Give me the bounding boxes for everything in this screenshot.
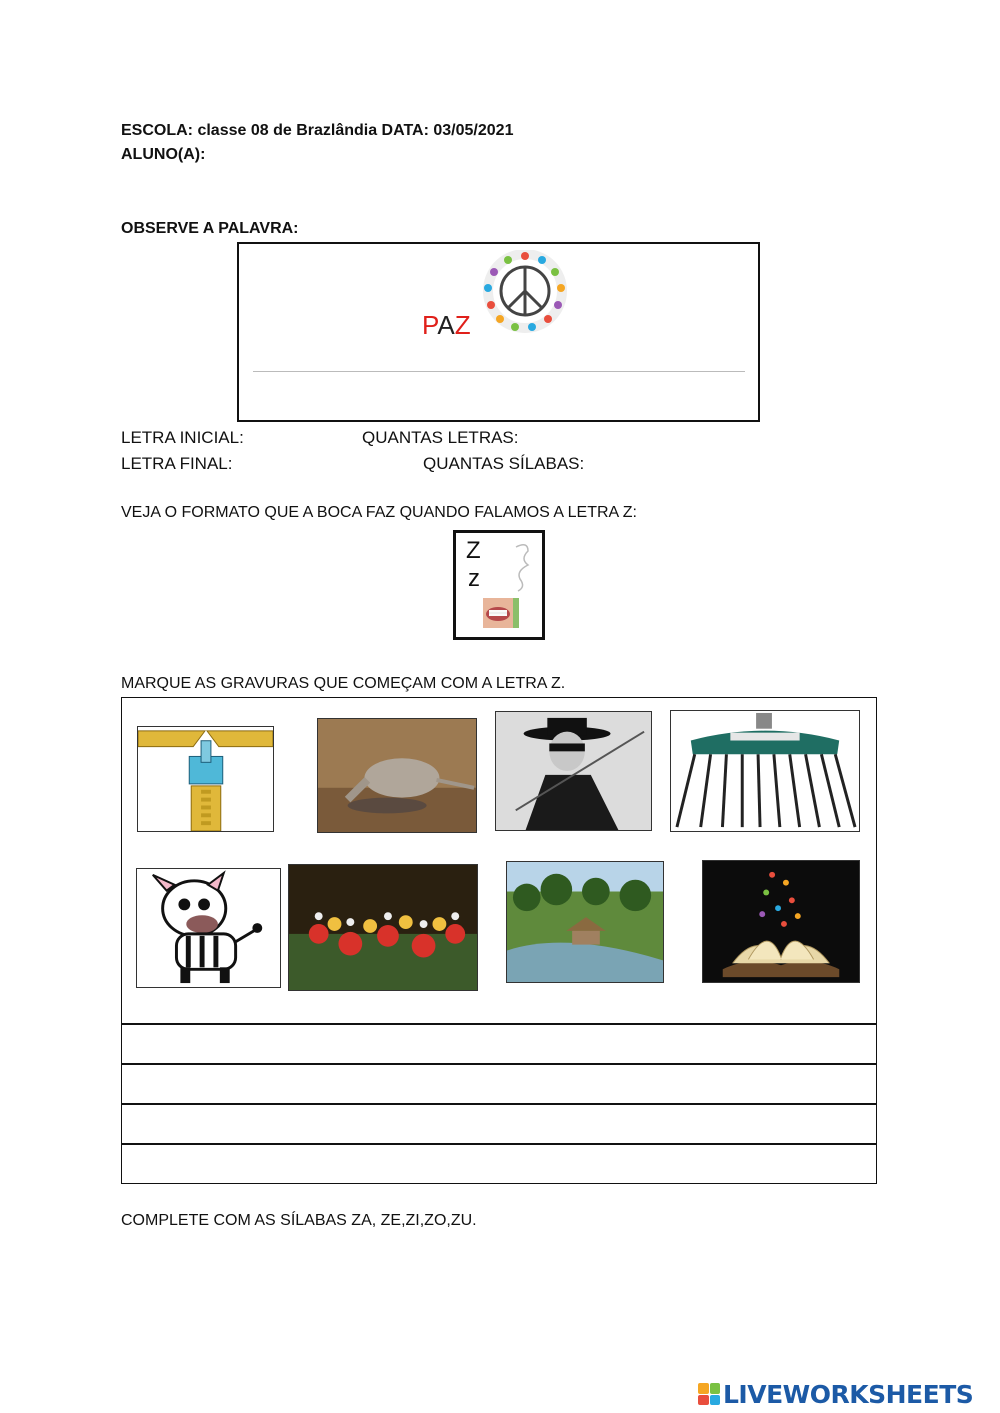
complete-instruction: COMPLETE COM AS SÍLABAS ZA, ZE,ZI,ZO,ZU. <box>121 1212 477 1229</box>
mark-instruction: MARQUE AS GRAVURAS QUE COMEÇAM COM A LETRA Z. <box>121 675 566 692</box>
lower-z: z <box>468 565 480 592</box>
final-letter-label: LETRA FINAL: <box>121 454 233 473</box>
zorro-picture[interactable] <box>495 711 652 831</box>
table-row-divider <box>122 1023 876 1025</box>
table-row-divider <box>122 1143 876 1145</box>
mouth-card <box>453 530 545 640</box>
peace-symbol-icon <box>482 250 568 336</box>
writing-line <box>253 371 745 372</box>
word-box <box>237 242 760 422</box>
zipper-picture[interactable] <box>137 726 274 832</box>
word-letter-last: Z <box>454 310 471 340</box>
liveworksheets-logo-icon <box>698 1383 720 1405</box>
word-letter-first: P <box>422 310 438 340</box>
syllables-count-label: QUANTAS SÍLABAS: <box>423 454 585 473</box>
armadillo-picture[interactable] <box>317 718 477 833</box>
book-picture[interactable] <box>702 860 860 983</box>
festival-dance-picture[interactable] <box>288 864 478 991</box>
letters-count-label: QUANTAS LETRAS: <box>362 428 519 447</box>
pictures-table <box>121 697 877 1184</box>
table-row-divider <box>122 1103 876 1105</box>
liveworksheets-logo <box>698 1380 973 1408</box>
zoo-picture[interactable] <box>506 861 664 983</box>
cursive-z-icon <box>512 539 534 595</box>
student-label: ALUNO(A): <box>121 146 206 163</box>
school-line: ESCOLA: classe 08 de Brazlândia DATA: 03/05/2021 <box>121 122 514 139</box>
upper-z: Z <box>466 537 481 564</box>
zebra-picture[interactable] <box>136 868 281 988</box>
table-row-divider <box>122 1063 876 1065</box>
word-letter-middle: A <box>437 310 455 340</box>
broom-picture[interactable] <box>670 710 860 832</box>
mouth-icon <box>483 598 519 628</box>
initial-letter-label: LETRA INICIAL: <box>121 428 244 447</box>
word-paz <box>422 310 471 341</box>
logo-text: LIVEWORKSHEETS <box>723 1379 974 1409</box>
mouth-instruction: VEJA O FORMATO QUE A BOCA FAZ QUANDO FALAMOS A LETRA Z: <box>121 504 637 521</box>
observe-label: OBSERVE A PALAVRA: <box>121 220 299 237</box>
